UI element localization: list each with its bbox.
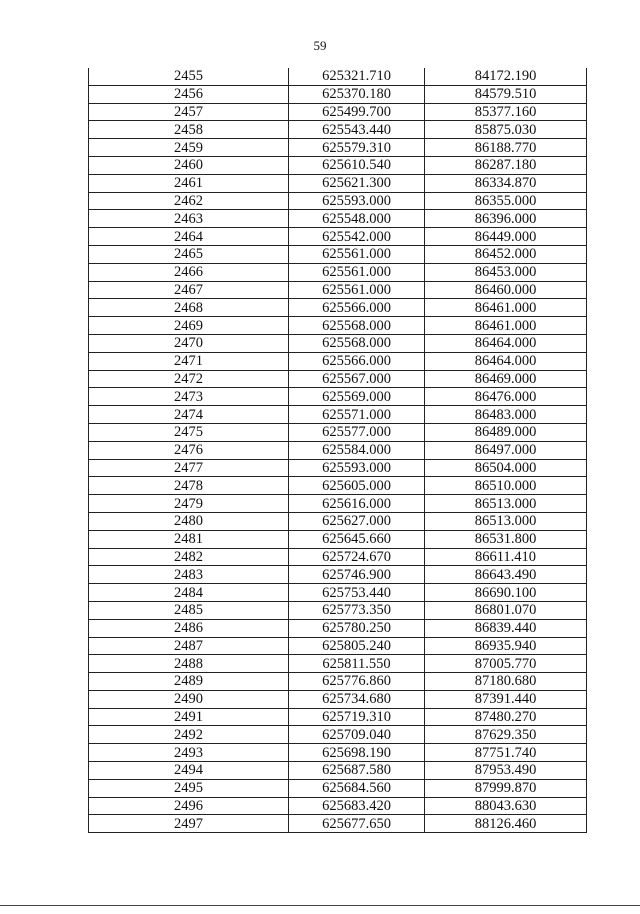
y-coordinate-cell: 87391.440 — [425, 690, 587, 708]
y-coordinate-cell: 87999.870 — [425, 779, 587, 797]
x-coordinate-cell: 625571.000 — [289, 406, 425, 424]
x-coordinate-cell: 625548.000 — [289, 210, 425, 228]
point-number-cell: 2466 — [89, 263, 289, 281]
table-row — [89, 228, 587, 246]
table-row — [89, 530, 587, 548]
table-row — [89, 334, 587, 352]
point-number-cell: 2495 — [89, 779, 289, 797]
x-coordinate-cell: 625687.580 — [289, 762, 425, 780]
point-number-cell: 2488 — [89, 655, 289, 673]
x-coordinate-cell: 625579.310 — [289, 139, 425, 157]
y-coordinate-cell: 86460.000 — [425, 281, 587, 299]
x-coordinate-cell: 625684.560 — [289, 779, 425, 797]
table-row — [89, 673, 587, 691]
y-coordinate-cell: 86935.940 — [425, 637, 587, 655]
table-row — [89, 726, 587, 744]
y-coordinate-cell: 86461.000 — [425, 317, 587, 335]
point-number-cell: 2477 — [89, 459, 289, 477]
y-coordinate-cell: 86510.000 — [425, 477, 587, 495]
point-number-cell: 2468 — [89, 299, 289, 317]
x-coordinate-cell: 625776.860 — [289, 673, 425, 691]
table-row — [89, 495, 587, 513]
y-coordinate-cell: 86334.870 — [425, 174, 587, 192]
table-row — [89, 619, 587, 637]
x-coordinate-cell: 625677.650 — [289, 815, 425, 833]
table-row — [89, 210, 587, 228]
page-bottom-rule — [0, 905, 640, 906]
x-coordinate-cell: 625584.000 — [289, 441, 425, 459]
table-row — [89, 174, 587, 192]
table-row — [89, 406, 587, 424]
table-row — [89, 548, 587, 566]
x-coordinate-cell: 625561.000 — [289, 281, 425, 299]
table-row — [89, 459, 587, 477]
y-coordinate-cell: 85377.160 — [425, 103, 587, 121]
point-number-cell: 2487 — [89, 637, 289, 655]
point-number-cell: 2486 — [89, 619, 289, 637]
x-coordinate-cell: 625698.190 — [289, 744, 425, 762]
coordinates-table — [88, 68, 587, 833]
y-coordinate-cell: 86513.000 — [425, 512, 587, 530]
x-coordinate-cell: 625567.000 — [289, 370, 425, 388]
table-row — [89, 121, 587, 139]
y-coordinate-cell: 86188.770 — [425, 139, 587, 157]
table-row — [89, 388, 587, 406]
x-coordinate-cell: 625577.000 — [289, 423, 425, 441]
x-coordinate-cell: 625566.000 — [289, 299, 425, 317]
point-number-cell: 2456 — [89, 85, 289, 103]
y-coordinate-cell: 86452.000 — [425, 245, 587, 263]
table-row — [89, 299, 587, 317]
y-coordinate-cell: 86483.000 — [425, 406, 587, 424]
point-number-cell: 2457 — [89, 103, 289, 121]
x-coordinate-cell: 625605.000 — [289, 477, 425, 495]
table-row — [89, 85, 587, 103]
page-number: 59 — [313, 38, 327, 53]
point-number-cell: 2494 — [89, 762, 289, 780]
point-number-cell: 2490 — [89, 690, 289, 708]
point-number-cell: 2480 — [89, 512, 289, 530]
table-row — [89, 352, 587, 370]
point-number-cell: 2467 — [89, 281, 289, 299]
y-coordinate-cell: 86476.000 — [425, 388, 587, 406]
point-number-cell: 2484 — [89, 584, 289, 602]
table-row — [89, 566, 587, 584]
x-coordinate-cell: 625724.670 — [289, 548, 425, 566]
x-coordinate-cell: 625805.240 — [289, 637, 425, 655]
x-coordinate-cell: 625709.040 — [289, 726, 425, 744]
table-row — [89, 245, 587, 263]
y-coordinate-cell: 86690.100 — [425, 584, 587, 602]
x-coordinate-cell: 625616.000 — [289, 495, 425, 513]
y-coordinate-cell: 86287.180 — [425, 156, 587, 174]
point-number-cell: 2497 — [89, 815, 289, 833]
x-coordinate-cell: 625621.300 — [289, 174, 425, 192]
point-number-cell: 2463 — [89, 210, 289, 228]
table-row — [89, 441, 587, 459]
y-coordinate-cell: 86449.000 — [425, 228, 587, 246]
table-row — [89, 637, 587, 655]
table-row — [89, 317, 587, 335]
y-coordinate-cell: 88043.630 — [425, 797, 587, 815]
y-coordinate-cell: 87751.740 — [425, 744, 587, 762]
table-row — [89, 779, 587, 797]
table-row — [89, 690, 587, 708]
x-coordinate-cell: 625780.250 — [289, 619, 425, 637]
point-number-cell: 2474 — [89, 406, 289, 424]
point-number-cell: 2491 — [89, 708, 289, 726]
point-number-cell: 2482 — [89, 548, 289, 566]
point-number-cell: 2470 — [89, 334, 289, 352]
point-number-cell: 2469 — [89, 317, 289, 335]
point-number-cell: 2462 — [89, 192, 289, 210]
y-coordinate-cell: 86464.000 — [425, 334, 587, 352]
y-coordinate-cell: 86461.000 — [425, 299, 587, 317]
x-coordinate-cell: 625542.000 — [289, 228, 425, 246]
x-coordinate-cell: 625566.000 — [289, 352, 425, 370]
y-coordinate-cell: 87180.680 — [425, 673, 587, 691]
x-coordinate-cell: 625561.000 — [289, 263, 425, 281]
x-coordinate-cell: 625593.000 — [289, 459, 425, 477]
y-coordinate-cell: 86643.490 — [425, 566, 587, 584]
point-number-cell: 2464 — [89, 228, 289, 246]
y-coordinate-cell: 88126.460 — [425, 815, 587, 833]
y-coordinate-cell: 86396.000 — [425, 210, 587, 228]
table-row — [89, 601, 587, 619]
x-coordinate-cell: 625321.710 — [289, 68, 425, 85]
table-row — [89, 744, 587, 762]
x-coordinate-cell: 625719.310 — [289, 708, 425, 726]
x-coordinate-cell: 625627.000 — [289, 512, 425, 530]
y-coordinate-cell: 86464.000 — [425, 352, 587, 370]
point-number-cell: 2493 — [89, 744, 289, 762]
point-number-cell: 2481 — [89, 530, 289, 548]
table-row — [89, 263, 587, 281]
y-coordinate-cell: 86801.070 — [425, 601, 587, 619]
point-number-cell: 2458 — [89, 121, 289, 139]
point-number-cell: 2489 — [89, 673, 289, 691]
x-coordinate-cell: 625645.660 — [289, 530, 425, 548]
table-row — [89, 103, 587, 121]
x-coordinate-cell: 625569.000 — [289, 388, 425, 406]
point-number-cell: 2473 — [89, 388, 289, 406]
table-row — [89, 762, 587, 780]
table-row — [89, 281, 587, 299]
point-number-cell: 2459 — [89, 139, 289, 157]
x-coordinate-cell: 625568.000 — [289, 317, 425, 335]
point-number-cell: 2471 — [89, 352, 289, 370]
x-coordinate-cell: 625561.000 — [289, 245, 425, 263]
point-number-cell: 2455 — [89, 68, 289, 85]
x-coordinate-cell: 625610.540 — [289, 156, 425, 174]
x-coordinate-cell: 625811.550 — [289, 655, 425, 673]
y-coordinate-cell: 86531.800 — [425, 530, 587, 548]
table-row — [89, 815, 587, 833]
y-coordinate-cell: 87629.350 — [425, 726, 587, 744]
y-coordinate-cell: 86355.000 — [425, 192, 587, 210]
point-number-cell: 2460 — [89, 156, 289, 174]
table-row — [89, 797, 587, 815]
y-coordinate-cell: 87005.770 — [425, 655, 587, 673]
point-number-cell: 2479 — [89, 495, 289, 513]
point-number-cell: 2465 — [89, 245, 289, 263]
table-row — [89, 370, 587, 388]
y-coordinate-cell: 86469.000 — [425, 370, 587, 388]
table-row — [89, 512, 587, 530]
y-coordinate-cell: 86611.410 — [425, 548, 587, 566]
point-number-cell: 2476 — [89, 441, 289, 459]
table-row — [89, 584, 587, 602]
point-number-cell: 2478 — [89, 477, 289, 495]
point-number-cell: 2461 — [89, 174, 289, 192]
y-coordinate-cell: 87480.270 — [425, 708, 587, 726]
x-coordinate-cell: 625543.440 — [289, 121, 425, 139]
table-row — [89, 68, 587, 85]
table-row — [89, 156, 587, 174]
y-coordinate-cell: 86504.000 — [425, 459, 587, 477]
x-coordinate-cell: 625593.000 — [289, 192, 425, 210]
x-coordinate-cell: 625734.680 — [289, 690, 425, 708]
x-coordinate-cell: 625568.000 — [289, 334, 425, 352]
coordinates-table-body — [89, 68, 587, 833]
y-coordinate-cell: 84579.510 — [425, 85, 587, 103]
table-row — [89, 477, 587, 495]
table-row — [89, 192, 587, 210]
y-coordinate-cell: 86489.000 — [425, 423, 587, 441]
y-coordinate-cell: 86453.000 — [425, 263, 587, 281]
table-row — [89, 655, 587, 673]
x-coordinate-cell: 625683.420 — [289, 797, 425, 815]
x-coordinate-cell: 625499.700 — [289, 103, 425, 121]
point-number-cell: 2483 — [89, 566, 289, 584]
table-row — [89, 139, 587, 157]
y-coordinate-cell: 87953.490 — [425, 762, 587, 780]
table-row — [89, 423, 587, 441]
x-coordinate-cell: 625753.440 — [289, 584, 425, 602]
x-coordinate-cell: 625746.900 — [289, 566, 425, 584]
point-number-cell: 2492 — [89, 726, 289, 744]
y-coordinate-cell: 86513.000 — [425, 495, 587, 513]
point-number-cell: 2472 — [89, 370, 289, 388]
point-number-cell: 2496 — [89, 797, 289, 815]
y-coordinate-cell: 84172.190 — [425, 68, 587, 85]
point-number-cell: 2475 — [89, 423, 289, 441]
table-row — [89, 708, 587, 726]
y-coordinate-cell: 86839.440 — [425, 619, 587, 637]
x-coordinate-cell: 625773.350 — [289, 601, 425, 619]
x-coordinate-cell: 625370.180 — [289, 85, 425, 103]
y-coordinate-cell: 86497.000 — [425, 441, 587, 459]
y-coordinate-cell: 85875.030 — [425, 121, 587, 139]
point-number-cell: 2485 — [89, 601, 289, 619]
